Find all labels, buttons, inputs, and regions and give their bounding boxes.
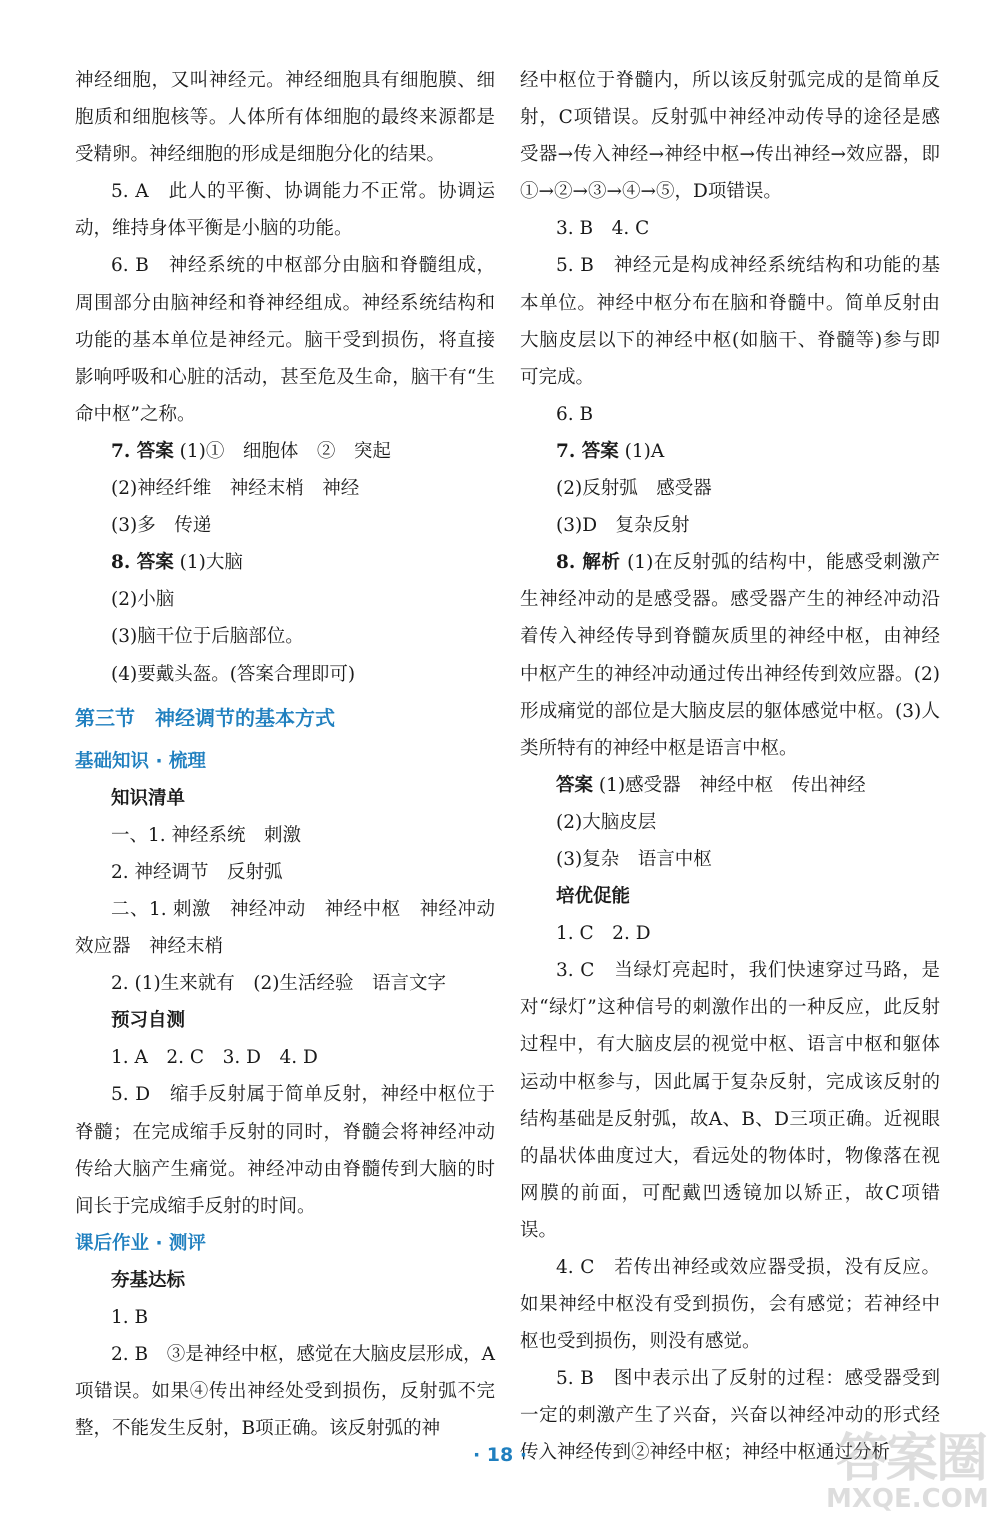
paragraph: 经中枢位于脊髓内，所以该反射弧完成的是简单反射，C项错误。反射弧中神经冲动传导的途径是感受器→传入神经→神经中枢→传出神经→效应器，即①→②→③→④→⑤，D项错误。 [520,70,940,203]
answer-7 [520,433,940,470]
page-number: · 18 · [472,1444,528,1466]
answer-8 [75,544,495,581]
answer-line: (3)D 复杂反射 [556,515,690,537]
watermark-url: MXQE.COM [826,1484,989,1514]
checklist-heading: 知识清单 [111,787,186,809]
improve-answers: 1. C 2. D [556,923,651,945]
homework-heading: 课后作业 · 测评 [75,1232,206,1254]
answer-label: 7. 答案 [111,440,174,462]
analysis-text: (1)在反射弧的结构中，能感受刺激产生神经冲动的是感受器。感受器产生的神经冲动沿着传入神经传导到脊髓灰质里的神经中枢，由神经中枢产生的神经冲动通过传出神经传到效应器。(2)形成痛觉的部位是大脑皮层的躯体感觉中枢。(3)人类所特有的神经中枢是语言中枢。 [520,552,940,759]
answer-line: (3)复杂 语言中枢 [556,848,712,870]
analysis-label: 8. 解析 [556,552,621,574]
basic-target-heading: 夯基达标 [111,1269,186,1291]
answer-3-4: 3. B 4. C [556,218,650,240]
answer-label: 答案 [556,774,594,796]
answer-text: (1)A [624,440,665,462]
answer-line: (2)反射弧 感受器 [556,478,712,500]
checklist-line: 2. (1)生来就有 (2)生活经验 语言文字 [111,973,446,995]
answer-7 [75,433,495,470]
answer-5: 5. B 神经元是构成神经系统结构和功能的基本单位。神经中枢分布在脑和脊髓中。简单反射由大脑皮层以下的神经中枢(如脑干、脊髓等)参与即可完成。 [520,255,940,388]
answer-label: 7. 答案 [556,440,619,462]
paragraph: 神经细胞，又叫神经元。神经细胞具有细胞膜、细胞质和细胞核等。人体所有体细胞的最终来源都是受精卵。神经细胞的形成是细胞分化的结果。 [75,70,495,166]
answer-6: 6. B [556,403,594,425]
answer-line: (3)脑干位于后脑部位。 [111,626,304,648]
watermark-badge: 答案圈 [836,1429,987,1489]
answer-line: (2)大脑皮层 [556,811,657,833]
basics-heading: 基础知识 · 梳理 [75,750,206,772]
checklist-line: 一、1. 神经系统 刺激 [111,824,302,846]
checklist-line: 二、1. 刺激 神经冲动 神经中枢 神经冲动 效应器 神经末梢 [75,898,514,958]
preview-answer-5: 5. D 缩手反射属于简单反射，神经中枢位于脊髓；在完成缩手反射的同时，脊髓会将神经冲动传给大脑产生痛觉。神经冲动由脊髓传到大脑的时间长于完成缩手反射的时间。 [75,1084,495,1217]
section-title: 第三节 神经调节的基本方式 [75,705,335,730]
answer-8 [520,767,940,804]
checklist-line: 2. 神经调节 反射弧 [111,861,283,883]
homework-answer-2: 2. B ③是神经中枢，感觉在大脑皮层形成，A项错误。如果④传出神经处受到损伤，反射弧不完整，不能发生反射，B项正确。该反射弧的神 [75,1344,495,1440]
answer-6: 6. B 神经系统的中枢部分由脑和脊髓组成，周围部分由脑神经和脊神经组成。神经系统结构和功能的基本单位是神经元。脑干受到损伤，将直接影响呼吸和心脏的活动，甚至危及生命，脑干有“生命中枢”之称。 [75,255,495,425]
answer-label: 8. 答案 [111,552,174,574]
answer-line: (4)要戴头盔。(答案合理即可) [111,663,356,685]
answer-text: (1)大脑 [179,552,243,574]
left-column [75,62,514,1447]
improve-answer-5: 5. B 图中表示出了反射的过程：感受器受到一定的刺激产生了兴奋，兴奋以神经冲动的形式经传入神经传到②神经中枢；神经中枢通过分析 [520,1368,940,1464]
right-column [520,62,940,1472]
answer-line: (2)神经纤维 神经末梢 神经 [111,478,360,500]
watermark-logo [826,1408,992,1518]
answer-text: (1)① 细胞体 ② 突起 [179,440,391,462]
improve-heading: 培优促能 [556,886,631,908]
answer-5: 5. A 此人的平衡、协调能力不正常。协调运动，维持身体平衡是小脑的功能。 [75,181,495,240]
answer-text: (1)感受器 神经中枢 传出神经 [598,774,866,796]
improve-answer-4: 4. C 若传出神经或效应器受损，没有反应。如果神经中枢没有受到损伤，会有感觉；若神经中枢也受到损伤，则没有感觉。 [520,1257,940,1353]
preview-heading: 预习自测 [111,1010,186,1032]
preview-answers: 1. A 2. C 3. D 4. D [111,1047,318,1069]
answer-line: (3)多 传递 [111,515,212,537]
improve-answer-3: 3. C 当绿灯亮起时，我们快速穿过马路，是对“绿灯”这种信号的刺激作出的一种反应，此反射过程中，有大脑皮层的视觉中枢、语言中枢和躯体运动中枢参与，因此属于复杂反射，完成该反射的结构基础是反射弧，故A、B、D三项正确。近视眼的晶状体曲度过大，看远处的物体时，物像落在视网膜的前面，可配戴凹透镜加以矫正，故C项错误。 [520,960,940,1241]
analysis-8 [520,544,940,767]
answer-line: (2)小脑 [111,589,175,611]
homework-answer-1: 1. B [111,1307,149,1328]
